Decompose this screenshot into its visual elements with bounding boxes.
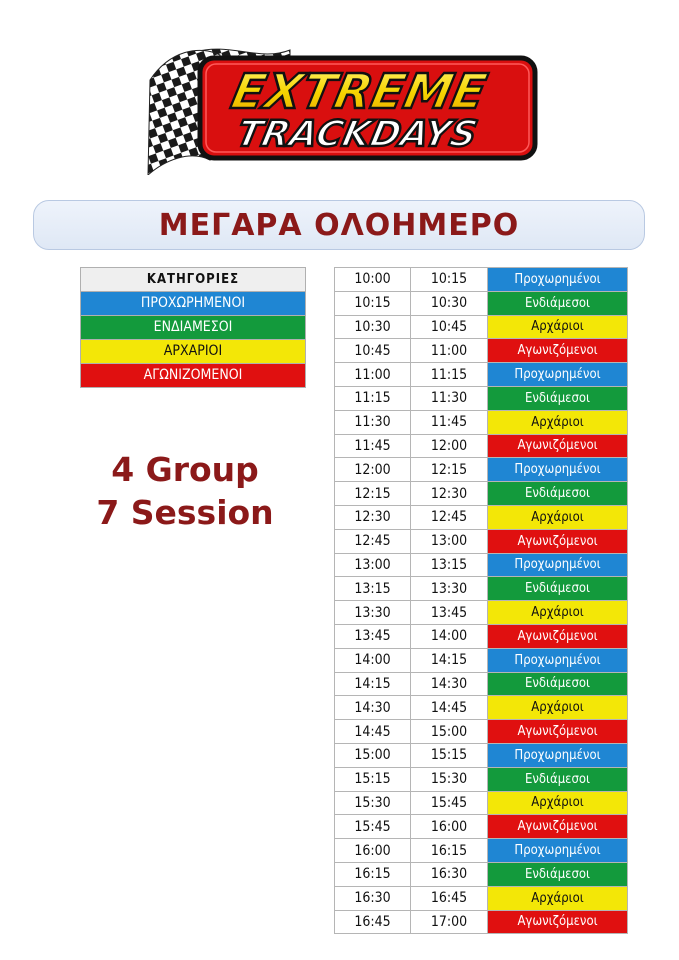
category-cell: Αρχάριοι: [488, 315, 628, 339]
schedule-row: [335, 339, 628, 363]
end-time: 14:45: [411, 696, 488, 720]
category-cell: Προχωρημένοι: [488, 363, 628, 387]
schedule-row: [335, 363, 628, 387]
start-time: 12:45: [335, 529, 411, 553]
legend-row: [81, 292, 306, 316]
category-cell: Αρχάριοι: [488, 696, 628, 720]
category-cell: Ενδιάμεσοι: [488, 291, 628, 315]
schedule-row: [335, 529, 628, 553]
start-time: 11:00: [335, 363, 411, 387]
schedule-row: [335, 767, 628, 791]
end-time: 11:30: [411, 386, 488, 410]
category-cell: Προχωρημένοι: [488, 839, 628, 863]
end-time: 16:45: [411, 886, 488, 910]
schedule-body: [335, 268, 628, 934]
category-cell: Αγωνιζόμενοι: [488, 720, 628, 744]
start-time: 15:45: [335, 815, 411, 839]
legend-row: [81, 364, 306, 388]
schedule-table: [334, 267, 628, 934]
start-time: 16:00: [335, 839, 411, 863]
schedule-row: [335, 648, 628, 672]
start-time: 11:30: [335, 410, 411, 434]
schedule-row: [335, 386, 628, 410]
schedule-row: [335, 672, 628, 696]
start-time: 16:30: [335, 886, 411, 910]
schedule-row: [335, 886, 628, 910]
group-count: 4 Group: [111, 450, 259, 489]
end-time: 12:15: [411, 458, 488, 482]
start-time: 14:15: [335, 672, 411, 696]
category-cell: Προχωρημένοι: [488, 743, 628, 767]
category-cell: Αγωνιζόμενοι: [488, 339, 628, 363]
logo-line-1: EXTREME: [226, 64, 492, 120]
start-time: 10:45: [335, 339, 411, 363]
start-time: 10:00: [335, 268, 411, 292]
start-time: 14:45: [335, 720, 411, 744]
end-time: 11:15: [411, 363, 488, 387]
schedule-row: [335, 910, 628, 934]
category-cell: Ενδιάμεσοι: [488, 767, 628, 791]
end-time: 10:15: [411, 268, 488, 292]
start-time: 15:30: [335, 791, 411, 815]
start-time: 13:45: [335, 624, 411, 648]
schedule-row: [335, 410, 628, 434]
end-time: 13:30: [411, 577, 488, 601]
start-time: 12:15: [335, 482, 411, 506]
schedule-row: [335, 743, 628, 767]
end-time: 13:15: [411, 553, 488, 577]
start-time: 10:15: [335, 291, 411, 315]
start-time: 10:30: [335, 315, 411, 339]
category-cell: Αρχάριοι: [488, 886, 628, 910]
start-time: 13:30: [335, 601, 411, 625]
category-legend: [80, 267, 306, 388]
category-cell: Αρχάριοι: [488, 505, 628, 529]
end-time: 12:00: [411, 434, 488, 458]
schedule-row: [335, 505, 628, 529]
start-time: 13:15: [335, 577, 411, 601]
category-cell: Αρχάριοι: [488, 791, 628, 815]
end-time: 17:00: [411, 910, 488, 934]
end-time: 15:15: [411, 743, 488, 767]
schedule-row: [335, 291, 628, 315]
title-banner: [33, 200, 645, 250]
schedule-row: [335, 315, 628, 339]
legend-row: [81, 316, 306, 340]
category-cell: Αγωνιζόμενοι: [488, 434, 628, 458]
category-cell: Ενδιάμεσοι: [488, 862, 628, 886]
extreme-trackdays-logo: [140, 40, 540, 175]
end-time: 12:45: [411, 505, 488, 529]
end-time: 11:00: [411, 339, 488, 363]
category-cell: Προχωρημένοι: [488, 648, 628, 672]
group-session-summary: [75, 448, 295, 534]
start-time: 16:45: [335, 910, 411, 934]
logo-graphic: [140, 40, 540, 175]
legend-row: [81, 340, 306, 364]
schedule-row: [335, 696, 628, 720]
category-cell: Αγωνιζόμενοι: [488, 910, 628, 934]
start-time: 14:00: [335, 648, 411, 672]
category-cell: Αγωνιζόμενοι: [488, 529, 628, 553]
end-time: 16:00: [411, 815, 488, 839]
category-cell: Αγωνιζόμενοι: [488, 624, 628, 648]
schedule-row: [335, 862, 628, 886]
schedule-row: [335, 720, 628, 744]
schedule-row: [335, 815, 628, 839]
end-time: 14:15: [411, 648, 488, 672]
schedule-row: [335, 482, 628, 506]
start-time: 11:15: [335, 386, 411, 410]
legend-item-racers: ΑΓΩΝΙΖΟΜΕΝΟΙ: [81, 364, 306, 388]
end-time: 13:45: [411, 601, 488, 625]
category-cell: Αγωνιζόμενοι: [488, 815, 628, 839]
legend-item-beginner: ΑΡΧΑΡΙΟΙ: [81, 340, 306, 364]
category-cell: Ενδιάμεσοι: [488, 577, 628, 601]
schedule-row: [335, 577, 628, 601]
start-time: 16:15: [335, 862, 411, 886]
schedule-row: [335, 624, 628, 648]
start-time: 14:30: [335, 696, 411, 720]
category-cell: Προχωρημένοι: [488, 268, 628, 292]
start-time: 15:15: [335, 767, 411, 791]
end-time: 14:30: [411, 672, 488, 696]
end-time: 15:45: [411, 791, 488, 815]
start-time: 13:00: [335, 553, 411, 577]
schedule-row: [335, 839, 628, 863]
legend-item-intermediate: ΕΝΔΙΑΜΕΣΟΙ: [81, 316, 306, 340]
start-time: 12:30: [335, 505, 411, 529]
category-cell: Αρχάριοι: [488, 601, 628, 625]
category-cell: Ενδιάμεσοι: [488, 482, 628, 506]
end-time: 12:30: [411, 482, 488, 506]
schedule-row: [335, 553, 628, 577]
end-time: 15:30: [411, 767, 488, 791]
schedule-row: [335, 434, 628, 458]
page-title: ΜΕΓΑΡΑ ΟΛΟΗΜΕΡΟ: [158, 207, 520, 243]
start-time: 12:00: [335, 458, 411, 482]
category-cell: Ενδιάμεσοι: [488, 386, 628, 410]
start-time: 15:00: [335, 743, 411, 767]
end-time: 16:15: [411, 839, 488, 863]
legend-item-advanced: ΠΡΟΧΩΡΗΜΕΝΟΙ: [81, 292, 306, 316]
end-time: 10:45: [411, 315, 488, 339]
category-cell: Ενδιάμεσοι: [488, 672, 628, 696]
schedule-row: [335, 601, 628, 625]
logo-line-2: TRACKDAYS: [233, 112, 482, 155]
end-time: 10:30: [411, 291, 488, 315]
end-time: 16:30: [411, 862, 488, 886]
schedule-row: [335, 268, 628, 292]
legend-header: ΚΑΤΗΓΟΡΙΕΣ: [81, 268, 306, 292]
end-time: 11:45: [411, 410, 488, 434]
category-cell: Προχωρημένοι: [488, 553, 628, 577]
schedule-row: [335, 791, 628, 815]
legend-header-row: [81, 268, 306, 292]
start-time: 11:45: [335, 434, 411, 458]
schedule-row: [335, 458, 628, 482]
end-time: 14:00: [411, 624, 488, 648]
category-cell: Προχωρημένοι: [488, 458, 628, 482]
session-count: 7 Session: [96, 493, 274, 532]
category-cell: Αρχάριοι: [488, 410, 628, 434]
end-time: 15:00: [411, 720, 488, 744]
end-time: 13:00: [411, 529, 488, 553]
